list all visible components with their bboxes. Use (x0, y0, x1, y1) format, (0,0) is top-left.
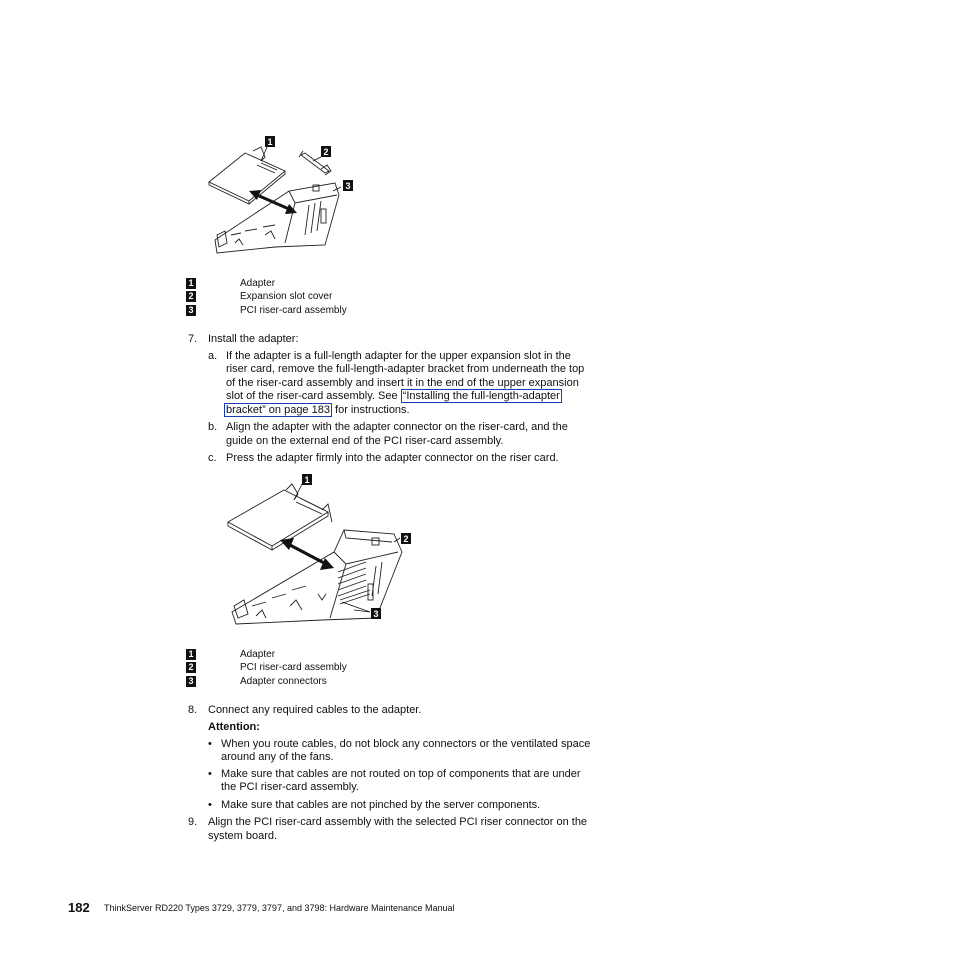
step-9-line: system board. (208, 830, 278, 842)
step-7c-marker: c. (208, 452, 217, 464)
page-number: 182 (68, 900, 90, 915)
figure-2-callout-2: 2 (403, 534, 409, 544)
bullet-line: around any of the fans. (221, 751, 334, 763)
bullet-line: Make sure that cables are not routed on top of components that are under (221, 768, 581, 780)
figure-2-illustration (226, 472, 416, 632)
step-7a-line (226, 390, 562, 404)
step-7a-text: slot of the riser-card assembly. See (226, 390, 401, 402)
figure-2-callout-1: 1 (304, 475, 310, 485)
bullet-line: Make sure that cables are not pinched by the server components. (221, 799, 541, 811)
step-7a-text: for instructions. (331, 404, 410, 416)
step-7c-line: Press the adapter firmly into the adapter connector on the riser card. (226, 452, 559, 464)
figure-1-legend-item (186, 278, 276, 290)
figure-2-legend-item (186, 676, 327, 688)
figure-1-legend-item (186, 291, 333, 303)
step-7a-line: If the adapter is a full-length adapter for the upper expansion slot in the (226, 350, 571, 362)
legend-callout: 1 (186, 649, 196, 660)
legend-callout: 2 (186, 662, 196, 673)
step-9-line: Align the PCI riser-card assembly with the selected PCI riser connector on the (208, 816, 588, 828)
step-7a-line: of the riser-card assembly and insert it in the end of the upper expansion (226, 377, 579, 389)
step-7-number: 7. (188, 333, 198, 345)
step-7b-line: guide on the external end of the PCI riser-card assembly. (226, 435, 504, 447)
step-7a-marker: a. (208, 350, 218, 362)
attention-heading: Attention: (208, 721, 260, 733)
figure-2-legend-item (186, 649, 276, 661)
bullet-marker: • (208, 799, 212, 811)
figure-1-callout-2: 2 (323, 147, 329, 157)
step-7a-line: riser card, remove the full-length-adapter bracket from underneath the top (226, 363, 585, 375)
figure-1-callout-1: 1 (267, 137, 273, 147)
legend-label: PCI riser-card assembly (240, 305, 347, 316)
step-7b-line: Align the adapter with the adapter connector on the riser-card, and the (226, 421, 568, 433)
legend-label: Adapter connectors (240, 676, 327, 687)
step-7-text: Install the adapter: (208, 333, 299, 345)
bullet-marker: • (208, 768, 212, 780)
step-8-number: 8. (188, 704, 198, 716)
bullet-marker: • (208, 738, 212, 750)
step-8-text: Connect any required cables to the adapter. (208, 704, 422, 716)
step-7a-line (224, 404, 410, 418)
footer-title: ThinkServer RD220 Types 3729, 3779, 3797, and 3798: Hardware Maintenance Manual (104, 903, 455, 913)
installing-bracket-link-continued[interactable]: bracket” on page 183 (226, 404, 330, 416)
legend-label: Adapter (240, 649, 276, 660)
figure-1-legend-item (186, 305, 347, 317)
figure-1-illustration (205, 135, 365, 260)
legend-callout: 2 (186, 291, 196, 302)
legend-callout: 1 (186, 278, 196, 289)
figure-2-legend-item (186, 662, 347, 674)
step-9-number: 9. (188, 816, 198, 828)
legend-callout: 3 (186, 305, 196, 316)
legend-label: Adapter (240, 278, 276, 289)
bullet-line: the PCI riser-card assembly. (221, 781, 359, 793)
legend-label: PCI riser-card assembly (240, 662, 347, 673)
installing-bracket-link[interactable]: “Installing the full-length-adapter (402, 390, 560, 402)
step-7b-marker: b. (208, 421, 218, 433)
bullet-line: When you route cables, do not block any connectors or the ventilated space (221, 738, 591, 750)
figure-1-callout-3: 3 (345, 181, 351, 191)
legend-callout: 3 (186, 676, 196, 687)
legend-label: Expansion slot cover (240, 291, 333, 302)
figure-2-callout-3: 3 (373, 609, 379, 619)
